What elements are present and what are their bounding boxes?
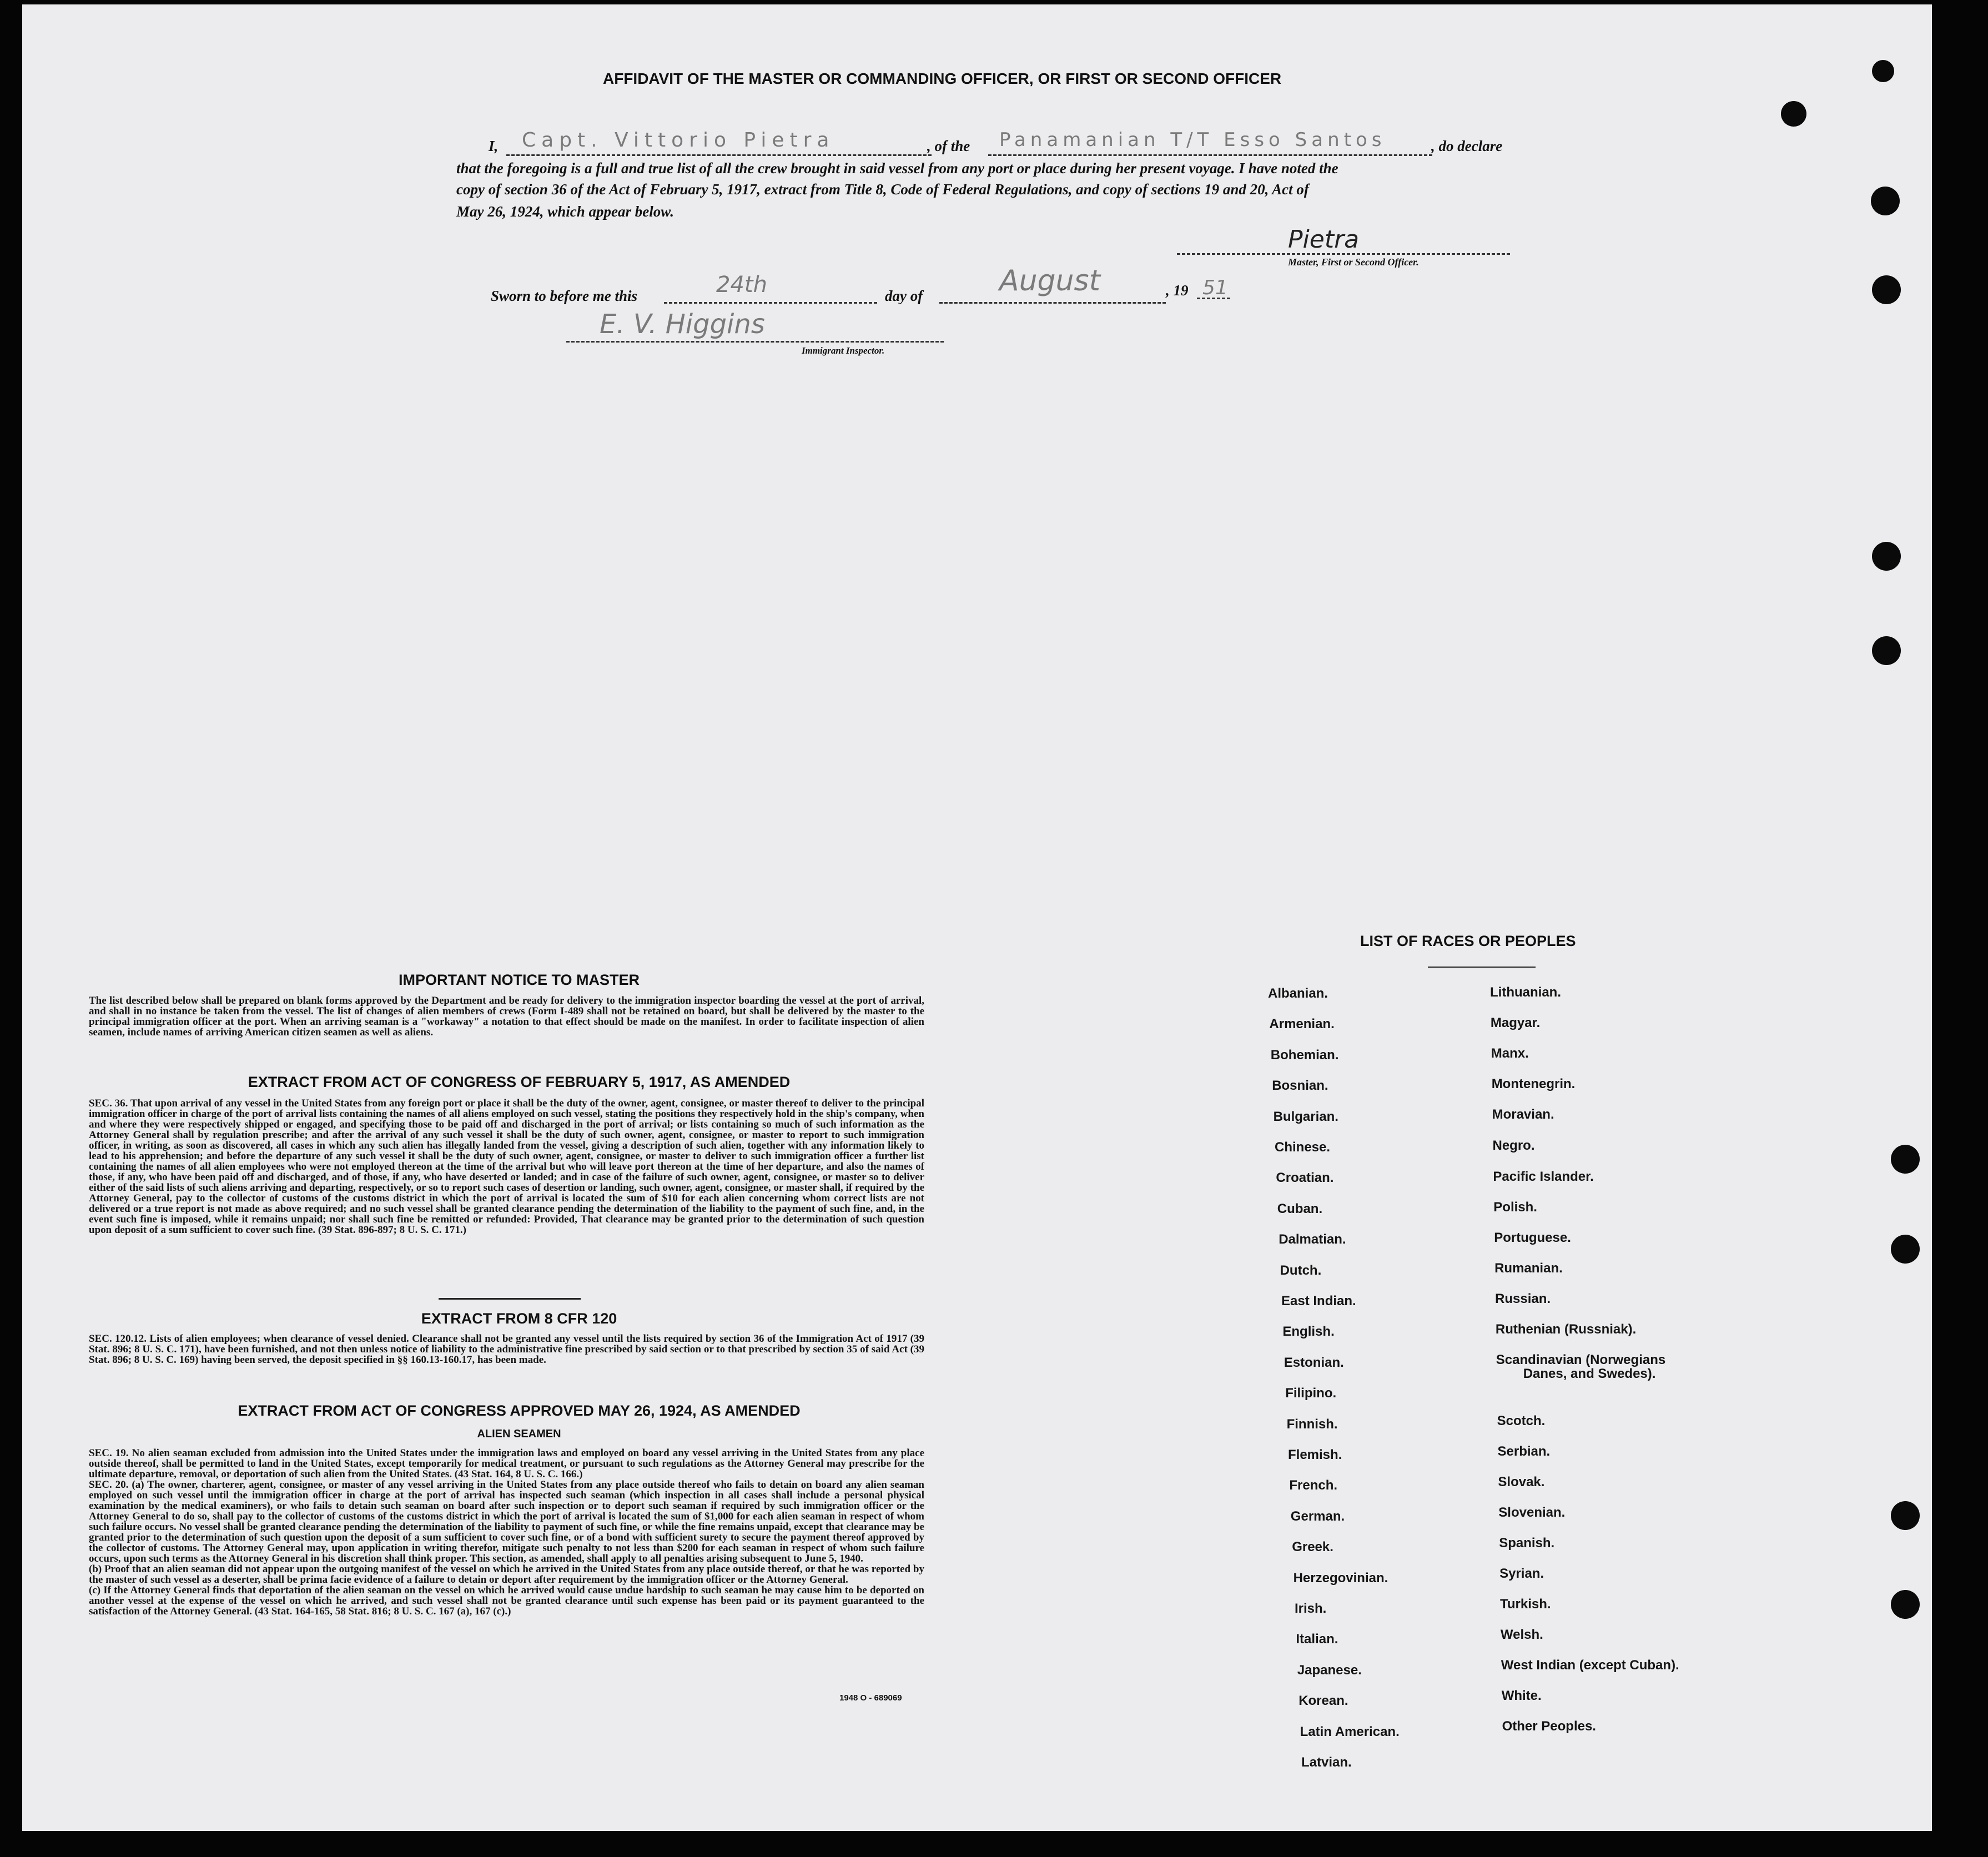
race-item: Latvian.: [1301, 1755, 1352, 1770]
race-item: Rumanian.: [1494, 1261, 1563, 1276]
punch-hole: [1872, 60, 1894, 82]
race-item: Filipino.: [1285, 1386, 1337, 1401]
race-item: Cuban.: [1277, 1201, 1323, 1216]
vessel-line: [988, 154, 1432, 156]
extract-1924-body: [89, 1448, 924, 1617]
race-item: Pacific Islander.: [1493, 1169, 1594, 1184]
affidavit-of-the: , of the: [927, 138, 970, 154]
punch-hole: [1872, 636, 1901, 665]
race-item: Magyar.: [1490, 1015, 1541, 1030]
punch-hole: [1781, 101, 1806, 127]
day-value: 24th: [716, 272, 767, 298]
race-item: Estonian.: [1284, 1355, 1344, 1370]
race-item: Lithuanian.: [1490, 985, 1561, 1000]
race-item: Dalmatian.: [1279, 1232, 1346, 1247]
extract-8cfr-text: SEC. 120.12. Lists of alien employees; when clearance of vessel denied. Clearance shall not be granted any vessel until the lists required by section 36 of the Immigration Act of 1917 (39 Stat. 896; 8 U. S. C. 171), have been furnished, and not then unless notice of liability to the administrative fine prescribed by said section or to that prescribed by section 35 of said Act (39 Stat. 896; 8 U. S. C. 169) having been served, the deposit specified in §§ 160.13-160.17, has been made.: [89, 1333, 924, 1366]
race-item: Slovenian.: [1498, 1505, 1566, 1520]
sec-20b-text: (b) Proof that an alien seaman did not appear upon the outgoing manifest of the vessel on which he arrived in the United States from any place outside thereof, or that he was reported by the master of such vessel as a deserter, shall be prima facie evidence of a failure to detain or deport after requirement by the immigration officer or the Attorney General.: [89, 1563, 924, 1586]
sec-20a-text: SEC. 20. (a) The owner, charterer, agent, consignee, or master of any vessel arriving in the United States from any place outside thereof who fails to detain on board any alien seaman employed on such vessel until the immigration officer in charge at the port of arrival has inspected such seaman (which inspection in all cases shall include a personal physical examination by the medical examiners), or who fails to detain such seaman on board after such inspection or to deport such seaman if required by such immigration officer or the Attorney General to do so, shall pay to the collector of customs of the customs district in which the port of arrival is located the sum of $1,000 for each alien seaman in respect of whom such failure occurs. No vessel shall be granted clearance pending the determination of the liability to payment of such fine, or while the fine remains unpaid, except that clearance may be granted prior to the determination of such question upon the deposit of a sum sufficient to cover such fine, or of a bond with sufficient surety to secure the payment thereof approved by the collector of customs. The Attorney General may, upon application in writing therefor, mitigate such penalty to not less than $200 for each seaman in respect of whom such failure occurs, upon such terms as the Attorney General in his discretion shall think proper. This section, as amended, shall apply to all penalties arising subsequent to June 5, 1940.: [89, 1479, 924, 1564]
race-item: Syrian.: [1499, 1566, 1544, 1581]
affidavit-i: I,: [489, 138, 499, 154]
race-item: Montenegrin.: [1491, 1076, 1576, 1091]
punch-hole: [1891, 1145, 1920, 1174]
race-item: German.: [1290, 1508, 1345, 1524]
race-item: French.: [1289, 1478, 1338, 1493]
race-item: Croatian.: [1276, 1170, 1334, 1186]
year-prefix: , 19: [1166, 282, 1189, 299]
race-item: Armenian.: [1269, 1016, 1335, 1032]
race-item: Herzegovinian.: [1293, 1570, 1388, 1586]
race-item: Portuguese.: [1494, 1230, 1571, 1245]
race-item: East Indian.: [1281, 1294, 1356, 1309]
race-item: Slovak.: [1498, 1474, 1545, 1489]
vessel-name: Panamanian T/T Esso Santos: [999, 129, 1386, 151]
race-item: Other Peoples.: [1502, 1719, 1596, 1734]
race-item: Turkish.: [1500, 1597, 1551, 1612]
races-divider: [1428, 967, 1536, 968]
affidavit-line-4: May 26, 1924, which appear below.: [456, 203, 675, 220]
inspector-signature: E. V. Higgins: [600, 309, 765, 340]
race-item: Negro.: [1492, 1138, 1535, 1153]
notice-text: The list described below shall be prepared on blank forms approved by the Department and be ready for delivery to the immigration inspector boarding the vessel at the port of arrival, and shall in no instance be taken from the vessel. The list of changes of alien members of crews (Form I-489 shall not be retained on board, but shall be delivered by the master to the principal immigration officer at the port. When an arriving seaman is a "workaway" a notation to that effect should be made on the manifest. In order to facilitate inspection of alien seamen, include names of arriving American citizen seamen as well as aliens.: [89, 995, 924, 1038]
race-item: Italian.: [1296, 1632, 1338, 1647]
month-value: August: [999, 264, 1100, 298]
extract-1917-text: SEC. 36. That upon arrival of any vessel in the United States from any foreign port or place it shall be the duty of the owner, agent, consignee, or master thereof to deliver to the principal immigration officer in charge of the port of arrival lists containing the names of all aliens employed on such vessel, stating the positions they respectively hold in the ship's company, when and where they were respectively shipped or engaged, and specifying those to be paid off and discharged in the port of arrival; or lists containing so much of such information as the Attorney General shall by regulation prescribe; and after the arrival of any such vessel it shall be the duty of such owner, agent, consignee, or master to report to such immigration officer, in writing, as soon as discovered, all cases in which any such alien has illegally landed from the vessel, giving a description of such alien, together with any information likely to lead to his apprehension; and before the departure of any such vessel it shall be the duty of such owner, agent, consignee, or master to deliver to such immigration officer a further list containing the names of all alien employees who were not employed thereon at the time of the arrival but who will leave port thereon at the time of her departure, and also the names of those, if any, who have been paid off and discharged, and of those, if any, who have deserted or landed; and in case of the failure of such owner, agent, consignee, or master so to deliver either of the said lists of such aliens arriving and departing, respectively, or so to report such cases of desertion or landing, such owner, agent, consignee, or master shall, if required by the Attorney General, pay to the collector of customs of the customs district in which the port of arrival is located the sum of $10 for each alien concerning whom correct lists are not delivered or a true report is not made as above required; and no such vessel shall be granted clearance pending the determination of the liability to the payment of such fine, and, in the event such fine is imposed, while it remains unpaid; nor shall such fine be remitted or refunded: Provided, That clearance may be granted prior to the determination of such question upon deposit of a sum sufficient to cover such fine. (39 Stat. 896-897; 8 U. S. C. 171.): [89, 1098, 924, 1236]
race-item: Bohemian.: [1270, 1047, 1339, 1063]
race-item: Irish.: [1295, 1601, 1327, 1616]
extract-8cfr-title: EXTRACT FROM 8 CFR 120: [421, 1310, 617, 1327]
name-line: [506, 154, 932, 156]
race-item: Russian.: [1495, 1291, 1551, 1306]
races-title: LIST OF RACES OR PEOPLES: [1360, 933, 1576, 949]
sworn-text: Sworn to before me this: [491, 288, 638, 304]
race-item: Welsh.: [1500, 1627, 1543, 1642]
master-signature: Pietra: [1288, 225, 1360, 254]
sec-19-text: SEC. 19. No alien seaman excluded from admission into the United States under the immigration laws and employed on board any vessel arriving in the United States from any place outside thereof, shall be permitted to land in the United States, except temporarily for medical treatment, or pursuant to such regulations as the Attorney General may prescribe for the ultimate departure, removal, or deportation of such alien from the United States. (43 Stat. 164, 8 U. S. C. 166.): [89, 1447, 924, 1480]
day-line: [664, 302, 877, 304]
race-item: Latin American.: [1300, 1724, 1400, 1739]
inspector-label: Immigrant Inspector.: [802, 345, 885, 356]
race-item: White.: [1501, 1688, 1542, 1703]
affidavit-do-declare: , do declare: [1431, 138, 1503, 154]
punch-hole: [1872, 542, 1901, 571]
month-line: [939, 302, 1166, 304]
inspector-line: [566, 341, 944, 343]
punch-hole: [1891, 1501, 1920, 1530]
race-item: Dutch.: [1280, 1262, 1322, 1278]
year-value: 51: [1202, 276, 1228, 299]
race-item: Spanish.: [1499, 1536, 1555, 1551]
extract-1924-subtitle: ALIEN SEAMEN: [477, 1428, 561, 1440]
race-item: Flemish.: [1288, 1447, 1342, 1462]
day-of-text: day of: [885, 288, 923, 304]
race-item: Japanese.: [1297, 1662, 1362, 1678]
notice-title: IMPORTANT NOTICE TO MASTER: [399, 972, 640, 988]
race-item: Manx.: [1491, 1046, 1529, 1061]
race-item: Scandinavian (Norwegians: [1496, 1352, 1666, 1367]
race-item: Albanian.: [1268, 986, 1328, 1001]
master-signature-label: Master, First or Second Officer.: [1288, 256, 1419, 268]
race-item: Scotch.: [1497, 1413, 1546, 1428]
affidavit-line-3: copy of section 36 of the Act of February 5, 1917, extract from Title 8, Code of Federal Regulations, and copy of sections 19 and 20, Act of: [456, 181, 1309, 198]
print-code: 1948 O - 689069: [839, 1693, 902, 1703]
race-item: Ruthenian (Russniak).: [1495, 1322, 1637, 1337]
affidavit-title: AFFIDAVIT OF THE MASTER OR COMMANDING OFFICER, OR FIRST OR SECOND OFFICER: [603, 70, 1282, 87]
race-item: West Indian (except Cuban).: [1501, 1658, 1679, 1673]
race-item: Moravian.: [1492, 1107, 1554, 1122]
race-item: English.: [1282, 1324, 1335, 1340]
race-item: Finnish.: [1286, 1416, 1338, 1432]
punch-hole: [1871, 187, 1900, 215]
affidavit-line-2: that the foregoing is a full and true list of all the crew brought in said vessel from any port or place during her present voyage. I have noted the: [456, 160, 1338, 177]
extract-1924-title: EXTRACT FROM ACT OF CONGRESS APPROVED MAY 26, 1924, AS AMENDED: [238, 1402, 801, 1419]
race-item: Greek.: [1292, 1539, 1333, 1555]
captain-name: Capt. Vittorio Pietra: [522, 129, 835, 152]
sec-20c-text: (c) If the Attorney General finds that deportation of the alien seaman on the vessel on which he arrived would cause undue hardship to such seaman he may cause him to be deported on another vessel at the expense of the vessel on which he arrived, and such vessel shall not be granted clearance until such expense has been paid or its payment guaranteed to the satisfaction of the Attorney General. (43 Stat. 164-165, 58 Stat. 816; 8 U. S. C. 167 (a), 167 (c).): [89, 1584, 924, 1617]
punch-hole: [1891, 1235, 1920, 1264]
race-item: Bulgarian.: [1273, 1109, 1338, 1124]
race-item: Chinese.: [1275, 1140, 1331, 1155]
punch-hole: [1872, 275, 1901, 304]
punch-hole: [1891, 1590, 1920, 1619]
race-item: Polish.: [1493, 1200, 1537, 1215]
section-divider: [439, 1298, 581, 1300]
extract-1917-title: EXTRACT FROM ACT OF CONGRESS OF FEBRUARY 5, 1917, AS AMENDED: [248, 1074, 791, 1090]
race-item: Danes, and Swedes).: [1523, 1366, 1656, 1381]
race-item: Bosnian.: [1272, 1078, 1328, 1094]
race-item: Serbian.: [1497, 1444, 1551, 1459]
race-item: Korean.: [1299, 1693, 1348, 1709]
